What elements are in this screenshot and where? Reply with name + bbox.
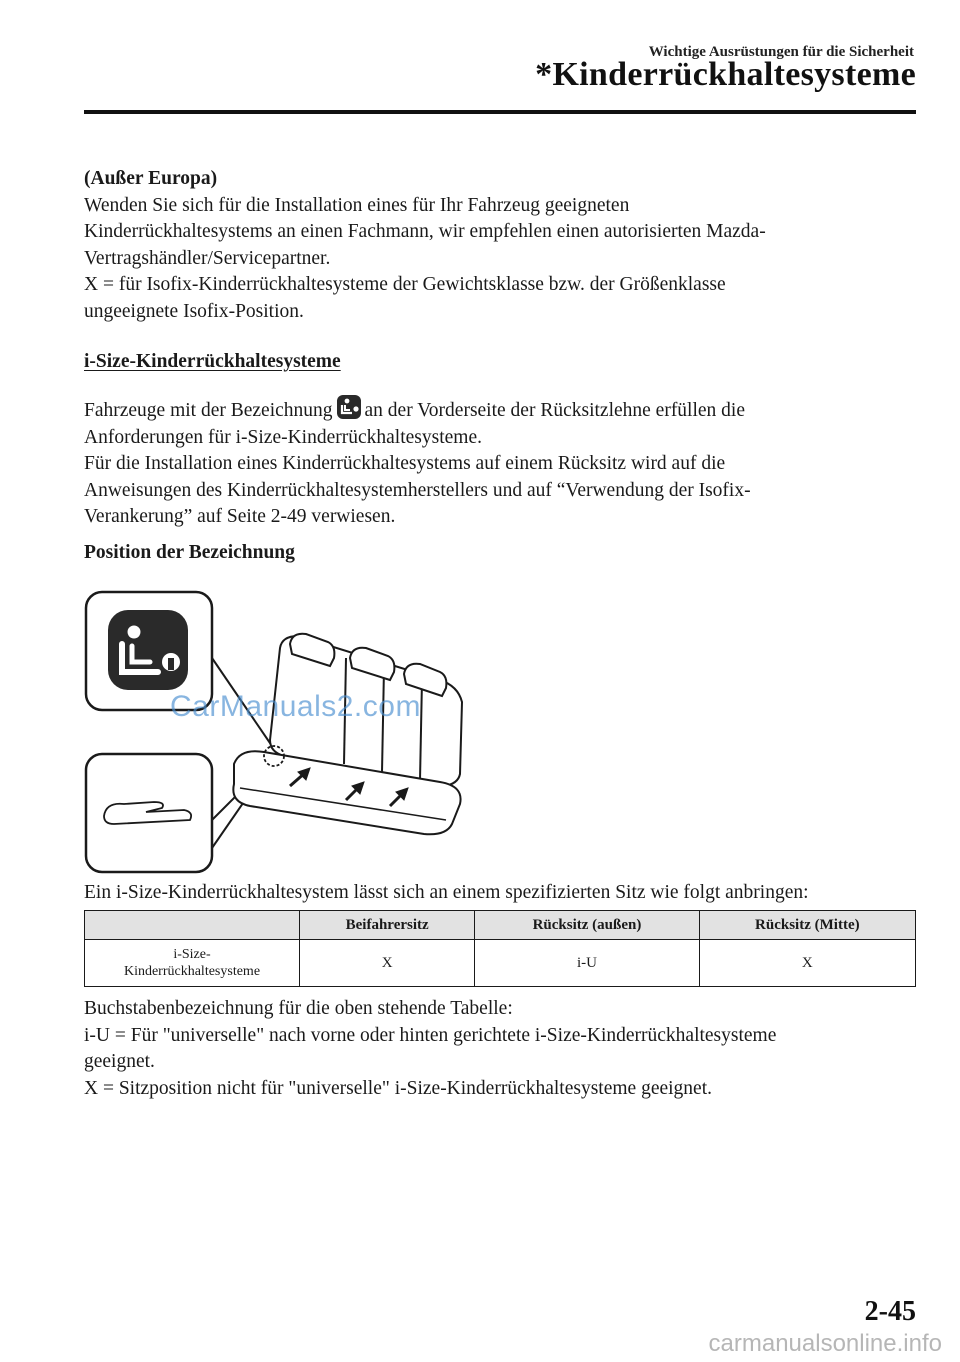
legend-line: Buchstabenbezeichnung für die oben stehende Tabelle: xyxy=(84,998,513,1019)
isize-symbol-icon xyxy=(108,610,188,690)
body-line: Verankerung” auf Seite 2-49 verwiesen. xyxy=(84,506,396,527)
watermark-text: CarManuals2.com xyxy=(170,690,421,723)
table-intro: Ein i-Size-Kinderrückhaltesystem lässt sich an einem spezifizierten Sitz wie folgt anbringen: xyxy=(84,882,809,903)
table-header-cell xyxy=(85,911,300,940)
legend-line: X = Sitzposition nicht für "universelle" i-Size-Kinderrückhaltesysteme geeignet. xyxy=(84,1077,712,1099)
header-section: Wichtige Ausrüstungen für die Sicherheit xyxy=(648,44,914,60)
body-line: Vertragshändler/Servicepartner. xyxy=(84,247,331,269)
row-label-line: i-Size- xyxy=(173,947,211,962)
page-number: 2-45 xyxy=(864,1296,916,1327)
table-row xyxy=(85,940,916,987)
footer-watermark: carmanualsonline.info xyxy=(708,1330,942,1357)
body-line: Kinderrückhaltesystems an einen Fachmann, wir empfehlen einen autorisierten Mazda- xyxy=(84,221,766,242)
row-label-line: Kinderrückhaltesysteme xyxy=(123,964,261,979)
table-header-cell: Rücksitz (außen) xyxy=(475,911,699,940)
seat-label-illustration xyxy=(84,588,484,878)
legend-line: geeignet. xyxy=(84,1051,155,1072)
legend-block xyxy=(84,996,916,1102)
table-cell: X xyxy=(699,940,915,987)
header-rule xyxy=(84,110,916,114)
table-cell: i-U xyxy=(475,940,699,987)
body-line: Anweisungen des Kinderrückhaltesystemherstellers und auf “Verwendung der Isofix- xyxy=(84,479,751,501)
seat-suitability-table xyxy=(84,910,916,987)
body-line: Für die Installation eines Kinderrückhaltesystems auf einem Rücksitz wird auf die xyxy=(84,453,726,474)
table-cell: X xyxy=(300,940,475,987)
body-text: an der Vorderseite der Rücksitzlehne erfüllen die xyxy=(364,400,746,421)
page-title: *Kinderrückhaltesysteme xyxy=(535,56,916,93)
outside-europe-block xyxy=(84,166,916,325)
table-header-cell: Beifahrersitz xyxy=(300,911,475,940)
legend-line: i-U = Für "universelle" nach vorne oder hinten gerichtete i-Size-Kinderrückhaltesysteme xyxy=(84,1024,777,1046)
body-text: Fahrzeuge mit der Bezeichnung xyxy=(84,400,333,421)
section-heading: i-Size-Kinderrückhaltesysteme xyxy=(84,351,341,372)
rear-seat-drawing xyxy=(233,634,462,835)
isize-paragraph xyxy=(84,394,916,531)
body-line: X = für Isofix-Kinderrückhaltesysteme der Gewichtsklasse bzw. der Größenklasse xyxy=(84,274,726,295)
body-line: ungeeignete Isofix-Position. xyxy=(84,300,304,322)
position-heading: Position der Bezeichnung xyxy=(84,542,295,563)
outside-europe-heading: (Außer Europa) xyxy=(84,168,218,189)
body-line: Wenden Sie sich für die Installation eines für Ihr Fahrzeug geeigneten xyxy=(84,194,630,216)
table-header-cell: Rücksitz (Mitte) xyxy=(699,911,915,940)
isize-label-icon xyxy=(336,394,362,420)
table-row-label xyxy=(85,940,300,987)
body-line: Anforderungen für i-Size-Kinderrückhaltesysteme. xyxy=(84,426,482,448)
table-header-row xyxy=(85,911,916,940)
